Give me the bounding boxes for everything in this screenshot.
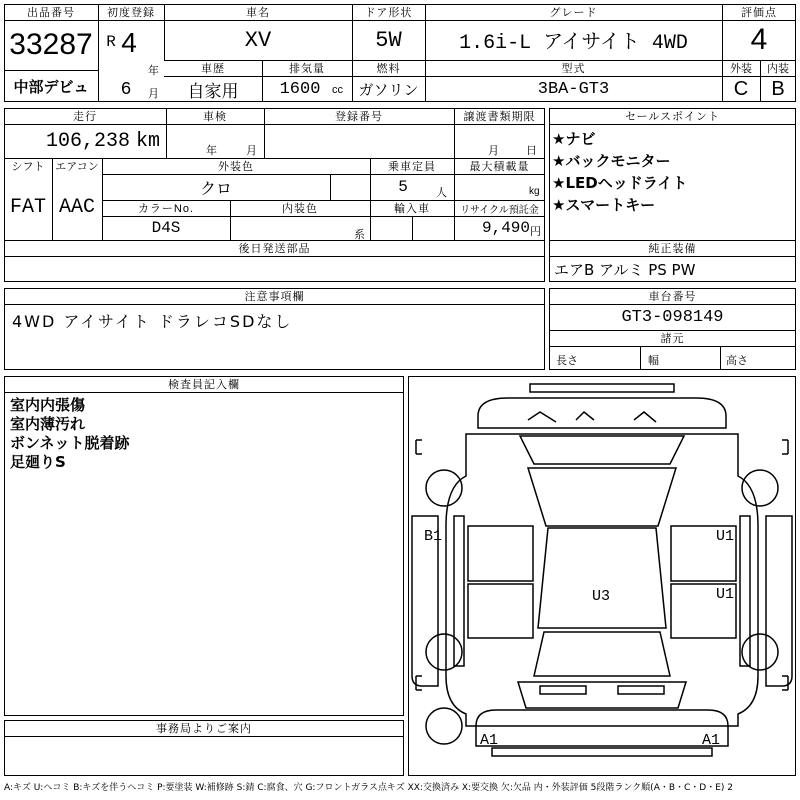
capacity-value: 5 xyxy=(398,178,408,196)
history-header: 車歴 xyxy=(201,63,225,75)
car-diagram xyxy=(408,376,796,776)
year-unit: 年 xyxy=(148,65,159,77)
max-load-header: 最大積載量 xyxy=(469,161,530,173)
inspection-month-unit: 月 xyxy=(246,145,257,157)
wheel-front-right xyxy=(742,470,778,506)
equipment-value: エアB アルミ PS PW xyxy=(554,260,696,279)
front-bumper-shape xyxy=(478,398,726,428)
length-label: 長さ xyxy=(556,355,578,367)
width-label: 幅 xyxy=(648,355,659,367)
notes-header: 注意事項欄 xyxy=(244,291,305,303)
inspector-note-1: 室内内張傷 xyxy=(10,396,86,414)
color-no-value: D4S xyxy=(151,219,181,237)
spare-wheel xyxy=(426,708,462,744)
model-code-value: 3BA-GT3 xyxy=(537,79,610,99)
series-unit: 系 xyxy=(354,229,365,241)
month-unit: 月 xyxy=(148,88,159,100)
reg-no-header: 登録番号 xyxy=(335,111,383,123)
wheel-front-left xyxy=(426,470,462,506)
overall-score: 4 xyxy=(750,23,768,56)
first-reg-header: 初度登録 xyxy=(107,7,155,19)
sales-point-1: ★ナビ xyxy=(552,130,596,148)
height-label: 高さ xyxy=(726,355,748,367)
score-header: 評価点 xyxy=(741,7,777,19)
sill-left xyxy=(454,516,464,666)
aircon-header: エアコン xyxy=(55,161,99,173)
kg-unit: kg xyxy=(529,186,540,197)
inspector-note-3: ボンネット脱着跡 xyxy=(10,434,130,452)
rear-bumper xyxy=(476,710,728,746)
venue-name: 中部デビュ xyxy=(13,77,89,96)
mark-rear-right: U1 xyxy=(716,586,735,603)
equipment-header: 純正装備 xyxy=(648,243,697,255)
windshield xyxy=(520,436,684,464)
recycle-fee-value: 9,490 xyxy=(481,219,530,237)
front-bumper-outline xyxy=(530,384,674,392)
transfer-day-unit: 日 xyxy=(526,145,537,157)
color-no-header: カラーNo. xyxy=(137,203,195,215)
door-type-header: ドア形状 xyxy=(364,7,413,19)
reg-month: 6 xyxy=(120,80,132,100)
mirror-bracket-right xyxy=(782,676,788,690)
rear-window xyxy=(534,632,670,676)
office-header: 事務局よりご案内 xyxy=(156,723,252,735)
hood xyxy=(528,468,676,526)
sales-point-4: ★スマートキー xyxy=(552,196,656,214)
mark-rear-bumper-left: A1 xyxy=(480,732,499,749)
displacement-value: 1600 xyxy=(279,79,321,99)
mirror-bracket-left xyxy=(416,676,422,690)
inspection-year-unit: 年 xyxy=(206,145,217,157)
cc-unit: cc xyxy=(332,84,343,96)
interior-score: B xyxy=(771,77,785,100)
inspector-header: 検査員記入欄 xyxy=(168,379,240,391)
grade-header: グレード xyxy=(549,7,598,19)
mark-front-right: U1 xyxy=(716,528,735,545)
era-mark: R xyxy=(106,33,116,51)
recycle-header: リサイクル預託金 xyxy=(460,204,539,216)
chassis-no-value: GT3-098149 xyxy=(621,307,724,327)
sales-points-header: セールスポイント xyxy=(624,111,720,123)
km-unit: km xyxy=(136,130,161,153)
roof xyxy=(538,528,666,628)
side-right xyxy=(766,516,792,686)
wheel-rear-right xyxy=(742,634,778,670)
exterior-score: C xyxy=(733,77,749,100)
sales-point-2: ★バックモニター xyxy=(552,152,671,170)
lot-no-header: 出品番号 xyxy=(27,7,75,19)
yen-unit: 円 xyxy=(530,226,541,238)
shift-header: シフト xyxy=(11,161,45,173)
legend: A:キズ U:ヘコミ B:キズを伴うヘコミ P:要塗装 W:補修跡 S:錆 C:腐食、穴 G:フロントガラス点キズ XX:交換済み X:要交換 欠:欠品 内・外装評価 5段階ランク順(A・B・C・D・E) 2 xyxy=(4,783,734,793)
rear-bumper-lower xyxy=(492,748,712,756)
inspection-header: 車検 xyxy=(203,111,227,123)
aircon-value: AAC xyxy=(58,195,95,219)
lot-number: 33287 xyxy=(9,28,93,61)
later-parts-header: 後日発送部品 xyxy=(238,243,311,255)
door-front-left xyxy=(468,526,533,581)
transfer-month-unit: 月 xyxy=(488,145,499,157)
exterior-header: 外装 xyxy=(730,63,752,75)
shift-value: FAT xyxy=(9,195,46,219)
reg-year: 4 xyxy=(121,27,137,58)
headlights xyxy=(528,412,656,422)
model-code-header: 型式 xyxy=(561,63,586,75)
chassis-no-header: 車台番号 xyxy=(648,291,697,303)
wheel-rear-left xyxy=(426,634,462,670)
mark-front-left: B1 xyxy=(424,528,443,545)
int-color-header: 内装色 xyxy=(282,203,318,215)
mirror-left xyxy=(416,440,422,454)
mileage-value: 106,238 xyxy=(45,129,130,153)
tail-light-left xyxy=(540,686,586,694)
door-type: 5W xyxy=(375,27,402,53)
dimensions-header: 諸元 xyxy=(660,333,685,345)
door-rear-left xyxy=(468,584,533,638)
mark-roof: U3 xyxy=(592,588,611,605)
inspector-note-2: 室内薄汚れ xyxy=(10,415,86,433)
mirror-right xyxy=(782,440,788,454)
transfer-docs-header: 譲渡書類期限 xyxy=(463,111,536,123)
person-unit: 人 xyxy=(436,187,447,199)
inspector-note-4: 足廻りS xyxy=(10,453,66,471)
history-value: 自家用 xyxy=(187,81,239,102)
sill-right xyxy=(740,516,750,666)
mileage-header: 走行 xyxy=(73,111,97,123)
car-name-header: 車名 xyxy=(246,7,270,19)
ext-color-header: 外装色 xyxy=(218,161,254,173)
tail-light-right xyxy=(618,686,664,694)
ext-color-value: クロ xyxy=(199,178,232,198)
fuel-header: 燃料 xyxy=(376,63,401,75)
notes-value: 4WD アイサイト ドラレコSDなし xyxy=(12,311,293,331)
import-header: 輸入車 xyxy=(394,203,430,215)
capacity-header: 乗車定員 xyxy=(388,161,436,173)
sales-point-3: ★LEDヘッドライト xyxy=(552,174,688,192)
grade: 1.6i-L アイサイト 4WD xyxy=(459,32,688,55)
car-name: XV xyxy=(244,27,272,53)
interior-header: 内装 xyxy=(767,63,789,75)
fuel-value: ガソリン xyxy=(358,80,419,99)
mark-rear-bumper-right: A1 xyxy=(702,732,721,749)
displacement-header: 排気量 xyxy=(289,63,325,75)
